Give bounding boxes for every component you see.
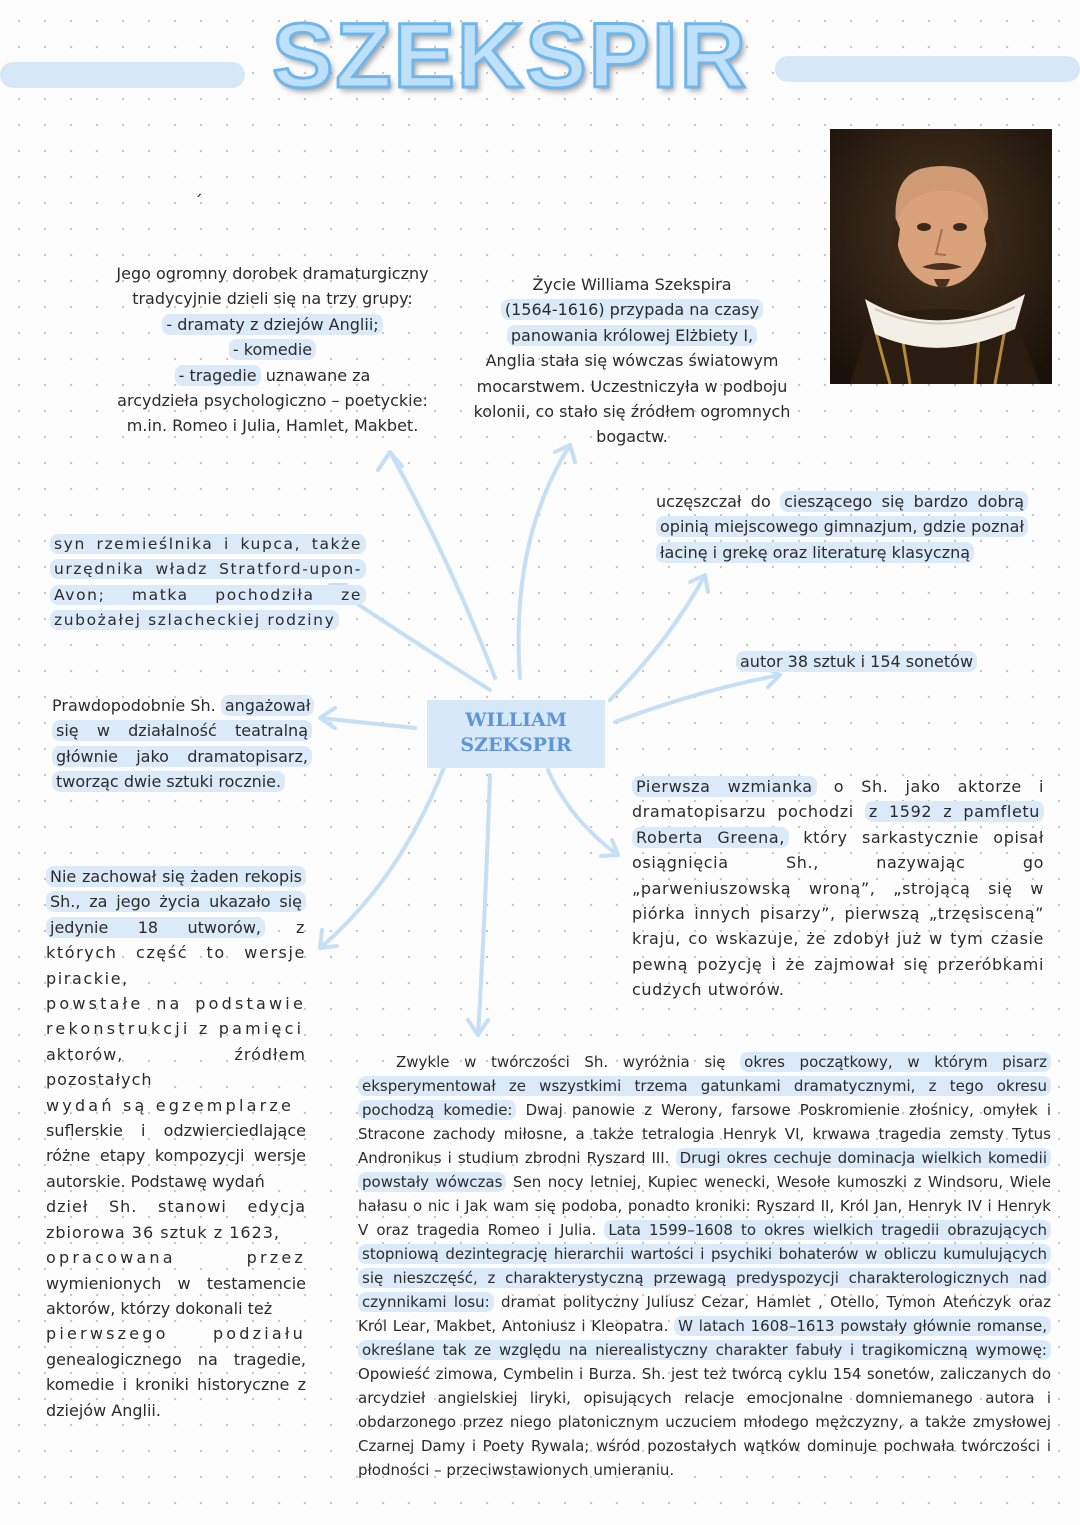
essay-s4: Drugi okres cechuje dominacja wielkich komedii powstały wówczas	[358, 1148, 1051, 1192]
zycie-line-1: Życie Williama Szekspira	[532, 275, 732, 294]
rekopis-part-j: pierwszego podziału	[46, 1324, 306, 1344]
wzmianka-part-c: z 1592 z pamfletu Roberta Greena,	[632, 801, 1044, 847]
note-teatr	[52, 693, 312, 795]
teatr-part-a: Prawdopodobnie Sh.	[52, 696, 216, 715]
dorobek-line-1: Jego ogromny dorobek dramaturgiczny	[116, 264, 429, 283]
rekopis-part-e: wydań są egzemplarze	[46, 1095, 295, 1115]
autor-text: autor 38 sztuk i 154 sonetów	[736, 651, 977, 672]
note-rekopis	[46, 864, 306, 1423]
hub-line-1: WILLIAM	[465, 709, 567, 731]
dorobek-line-5b: uznawane za	[260, 365, 371, 385]
zycie-line-6: kolonii, co stało się źródłem ogromnych	[473, 402, 791, 422]
zycie-line-5: mocarstwem. Uczestniczyła w podboju	[476, 376, 788, 396]
rekopis-part-b: z których część to wersje pirackie,	[46, 917, 307, 988]
zycie-line-3: panowania królowej Elżbiety I,	[507, 325, 757, 346]
note-dorobek	[100, 261, 445, 439]
essay-s5: Sen nocy letniej, Kupiec wenecki, Wesołe kumoszki z Windsoru, Wiele hałasu o nic i Jak wam się podoba, ponadto kroniki: Ryszard II, Król Jan, Henryk IV i Henryk V oraz tragedia Romeo i Julia.	[358, 1173, 1051, 1239]
rekopis-part-i: wymienionych w testamencie aktorów, którzy dokonali też	[46, 1273, 306, 1318]
note-zycie	[466, 272, 798, 450]
wzmianka-part-d: który sarkastycznie opisał osiągnięcia Sh., nazywając go „parweniuszowską wroną”, „strojącą się w piórka innych pisarzy”, pierwszą „trzęsisceną” kraju, co wskazuje, że zdobył już w tym czasie pewną pozycję i że zajmował się przeróbkami cudzych utworów.	[632, 827, 1044, 1000]
dorobek-line-2: tradycyjnie dzieli się na trzy grupy:	[132, 289, 413, 309]
essay-s8: W latach 1608–1613 powstały głównie romanse, określane tak ze względu na nierealistyczny charakter fabuły i tragikomiczną wymowę:	[358, 1316, 1051, 1360]
rekopis-part-c: powstałe na podstawie rekonstrukcji z pamięci	[46, 994, 306, 1039]
gimnazjum-part-a: uczęszczał do	[656, 492, 771, 511]
essay-s3: Dwaj panowie z Werony, farsowe Poskromienie złośnicy, omyłek i Stracone zachody miłosne, a także tetralogia Henryk VI, krwawa tragedia zemsty Tytus Andronikus i studium zbrodni Ryszard III.	[358, 1101, 1051, 1167]
essay-s9: Opowieść zimowa, Cymbelin i Burza. Sh. jest też twórcą cyklu 154 sonetów, zaliczanych do arcydzieł angielskiej liryki, opisujących relacje emocjonalne domniemanego autora i obdarzonego przez niego platonicznym uczuciem młodego mężczyzny, a także zmysłowej Czarnej Damy i Poety Rywala; wśród pozostałych wątków dominuje pochwała twórczości i płodności – przeciwstawionych umieraniu.	[358, 1365, 1051, 1479]
rekopis-part-h: opracowana przez	[46, 1248, 306, 1268]
essay-s1: Zwykle w twórczości Sh. wyróżnia się	[396, 1053, 741, 1071]
stray-mark: ´	[194, 192, 203, 213]
zycie-line-4: Anglia stała się wówczas światowym	[485, 351, 779, 371]
essay-okresy-tworczosci	[358, 1050, 1051, 1482]
teatr-part-b: angażował się w działalność teatralną głównie jako dramatopisarz, tworząc dwie sztuki rocznie.	[52, 695, 314, 792]
page-title: SZEKSPIR	[271, 5, 749, 107]
essay-s6: Lata 1599–1608 to okres wielkich tragedii obrazujących stopniową dezintegrację hierarchii wartości i psychiki bohaterów w obliczu kumulujących się nieszczęść, z charakterystyczną przewagą predyspozycji charakterologicznych nad czynnikami losu:	[358, 1220, 1051, 1312]
hub-line-2: SZEKSPIR	[460, 734, 572, 756]
rodzina-text: syn rzemieślnika i kupca, także urzędnika władz Stratford-upon-Avon; matka pochodziła ze zubożałej szlacheckiej rodziny	[50, 534, 366, 630]
note-wzmianka	[632, 774, 1044, 1003]
essay-s2: okres początkowy, w którym pisarz eksperymentował ze wszystkimi trzema gatunkami dramatycznymi, z tego okresu pochodzą komedie:	[358, 1052, 1051, 1120]
gimnazjum-part-b: cieszącego się bardzo dobrą opinią miejscowego gimnazjum, gdzie poznał łacinę i grekę oraz literaturę klasyczną	[656, 491, 1028, 563]
essay-s7: dramat polityczny Juliusz Cezar, Hamlet , Otello, Tymon Ateńczyk oraz Król Lear, Makbet, Antoniusz i Kleopatra.	[358, 1293, 1051, 1335]
dorobek-line-7: m.in. Romeo i Julia, Hamlet, Makbet.	[126, 416, 419, 436]
dorobek-line-6: arcydzieła psychologiczno – poetyckie:	[117, 391, 428, 411]
rekopis-part-a: Nie zachował się żaden rekopis Sh., za jego życia ukazało się jedynie 18 utworów,	[46, 866, 306, 938]
zycie-line-2: (1564-1616) przypada na czasy	[501, 299, 763, 320]
rekopis-part-g: dzieł Sh. stanowi edycja zbiorowa 36 sztuk z 1623,	[46, 1197, 306, 1242]
dorobek-line-5a: - tragedie	[175, 365, 261, 386]
dorobek-line-4: - komedie	[229, 339, 316, 360]
rekopis-part-f: suflerskie i odzwierciedlające różne etapy kompozycji wersje autorskie. Podstawę wydań	[46, 1121, 306, 1191]
wzmianka-part-a: Pierwsza wzmianka	[632, 776, 817, 797]
zycie-line-7: bogactw.	[596, 427, 668, 447]
hub-william-szekspir	[427, 700, 605, 768]
note-autor	[736, 649, 1036, 674]
note-rodzina	[50, 532, 366, 634]
wzmianka-part-b: o Sh. jako aktorze i dramatopisarzu pochodzi	[632, 777, 1044, 822]
dorobek-line-3: - dramaty z dziejów Anglii;	[162, 314, 382, 335]
rekopis-part-d: aktorów, źródłem pozostałych	[46, 1044, 306, 1090]
rekopis-part-k: genealogicznego na tragedie, komedie i kroniki historyczne z dziejów Anglii.	[46, 1349, 306, 1420]
note-gimnazjum	[656, 489, 1028, 565]
